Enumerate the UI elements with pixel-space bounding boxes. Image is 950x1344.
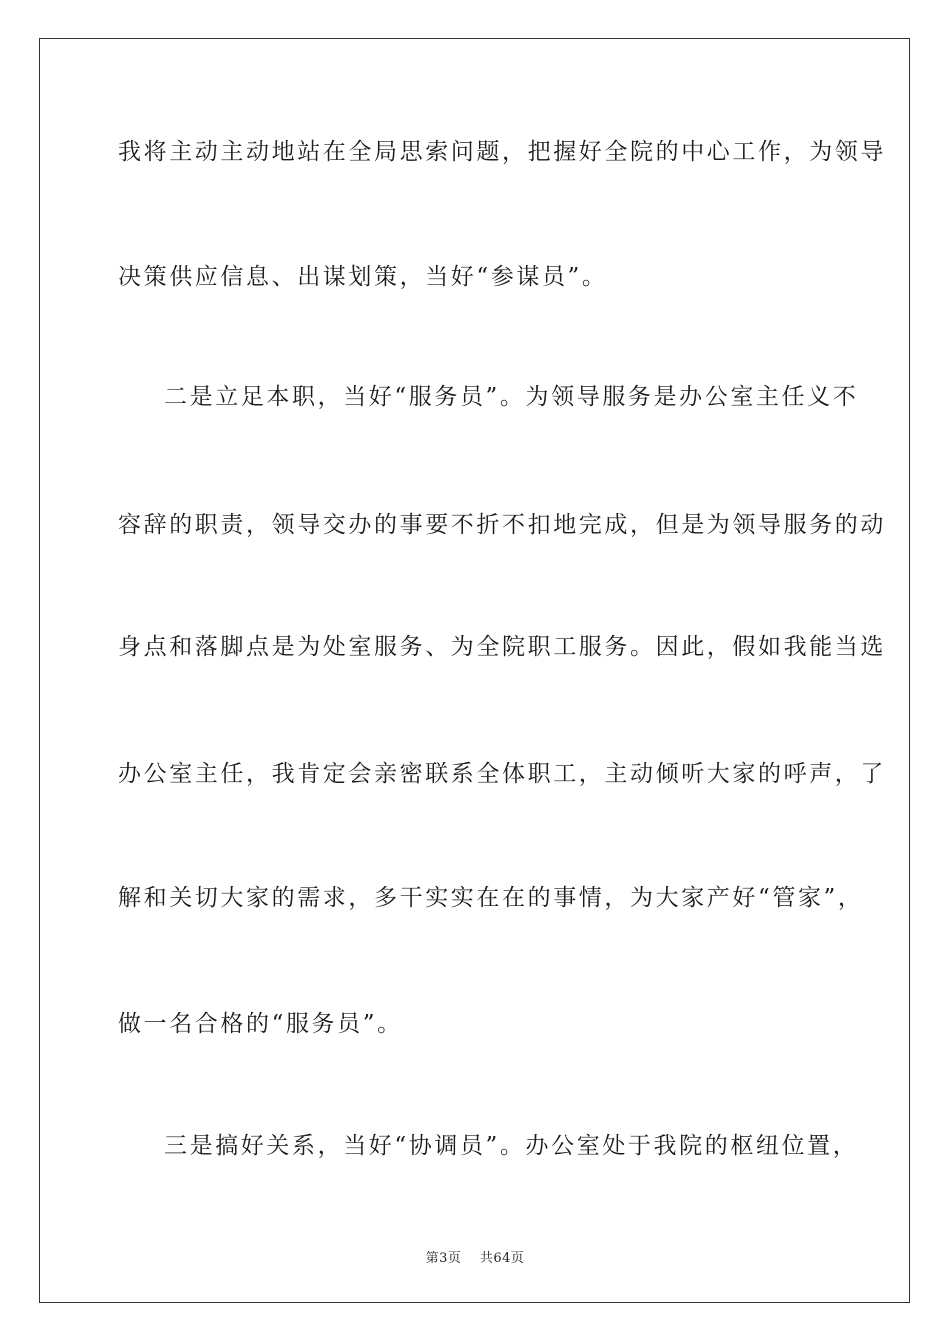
body-line-4: 容辞的职责，领导交办的事要不折不扣地完成，但是为领导服务的动 <box>118 512 886 538</box>
body-line-6: 办公室主任，我肯定会亲密联系全体职工，主动倾听大家的呼声，了 <box>118 761 886 787</box>
page-footer <box>0 1247 950 1266</box>
body-line-3: 二是立足本职，当好“服务员”。为领导服务是办公室主任义不 <box>164 384 859 410</box>
page-number: 第3页 <box>425 1251 462 1266</box>
body-line-7: 解和关切大家的需求，多干实实在在的事情，为大家产好“管家”， <box>118 885 864 911</box>
page-border <box>39 38 910 1303</box>
body-line-8: 做一名合格的“服务员”。 <box>118 1011 403 1037</box>
total-pages: 共64页 <box>479 1251 525 1266</box>
body-line-1: 我将主动主动地站在全局思索问题，把握好全院的中心工作，为领导 <box>118 139 886 165</box>
body-line-5: 身点和落脚点是为处室服务、为全院职工服务。因此，假如我能当选 <box>118 634 886 660</box>
body-line-9: 三是搞好关系，当好“协调员”。办公室处于我院的枢纽位置， <box>164 1133 859 1159</box>
body-line-2: 决策供应信息、出谋划策，当好“参谋员”。 <box>118 264 608 290</box>
